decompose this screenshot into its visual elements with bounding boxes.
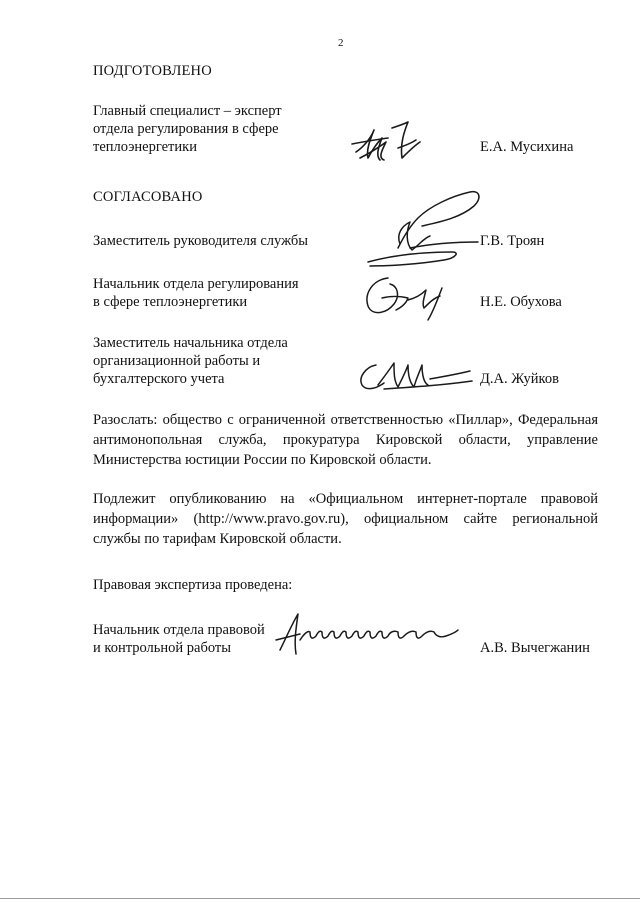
legal-review-statement: Правовая экспертиза проведена: (93, 577, 293, 593)
legal-review-name: А.В. Вычегжанин (480, 640, 590, 656)
signature-troyan (360, 186, 485, 276)
signature-vychegzhanin (270, 610, 462, 660)
agreed-heading: СОГЛАСОВАНО (93, 189, 203, 205)
prepared-name: Е.А. Мусихина (480, 139, 574, 155)
prepared-heading: ПОДГОТОВЛЕНО (93, 63, 212, 79)
signer-position-2: Начальник отдела регулирования в сфере теплоэнергетики (93, 276, 299, 310)
page-number: 2 (338, 37, 344, 49)
signature-zhuikov (354, 357, 479, 397)
distribution-paragraph: Разослать: общество с ограниченной ответственностью «Пиллар», Федеральная антимонопольная служба, прокуратура Кировской области, управление Министерства юстиции России по Кировской области. (93, 412, 598, 468)
signature-musikhina (348, 118, 433, 168)
prepared-position: Главный специалист – эксперт отдела регулирования в сфере теплоэнергетики (93, 103, 282, 155)
signer-name-2: Н.Е. Обухова (480, 294, 562, 310)
publication-paragraph: Подлежит опубликованию на «Официальном интернет-портале правовой информации» (http://www.pravo.gov.ru), официальном сайте региональной службы по тарифам Кировской области. (93, 491, 598, 547)
legal-review-position: Начальник отдела правовой и контрольной работы (93, 622, 265, 656)
bottom-scan-edge (0, 898, 640, 899)
signer-position-1: Заместитель руководителя службы (93, 233, 309, 249)
signer-position-3: Заместитель начальника отдела организационной работы и бухгалтерского учета (93, 335, 288, 387)
signer-name-1: Г.В. Троян (480, 233, 545, 249)
signature-obukhova (360, 268, 460, 323)
signer-name-3: Д.А. Жуйков (480, 371, 559, 387)
